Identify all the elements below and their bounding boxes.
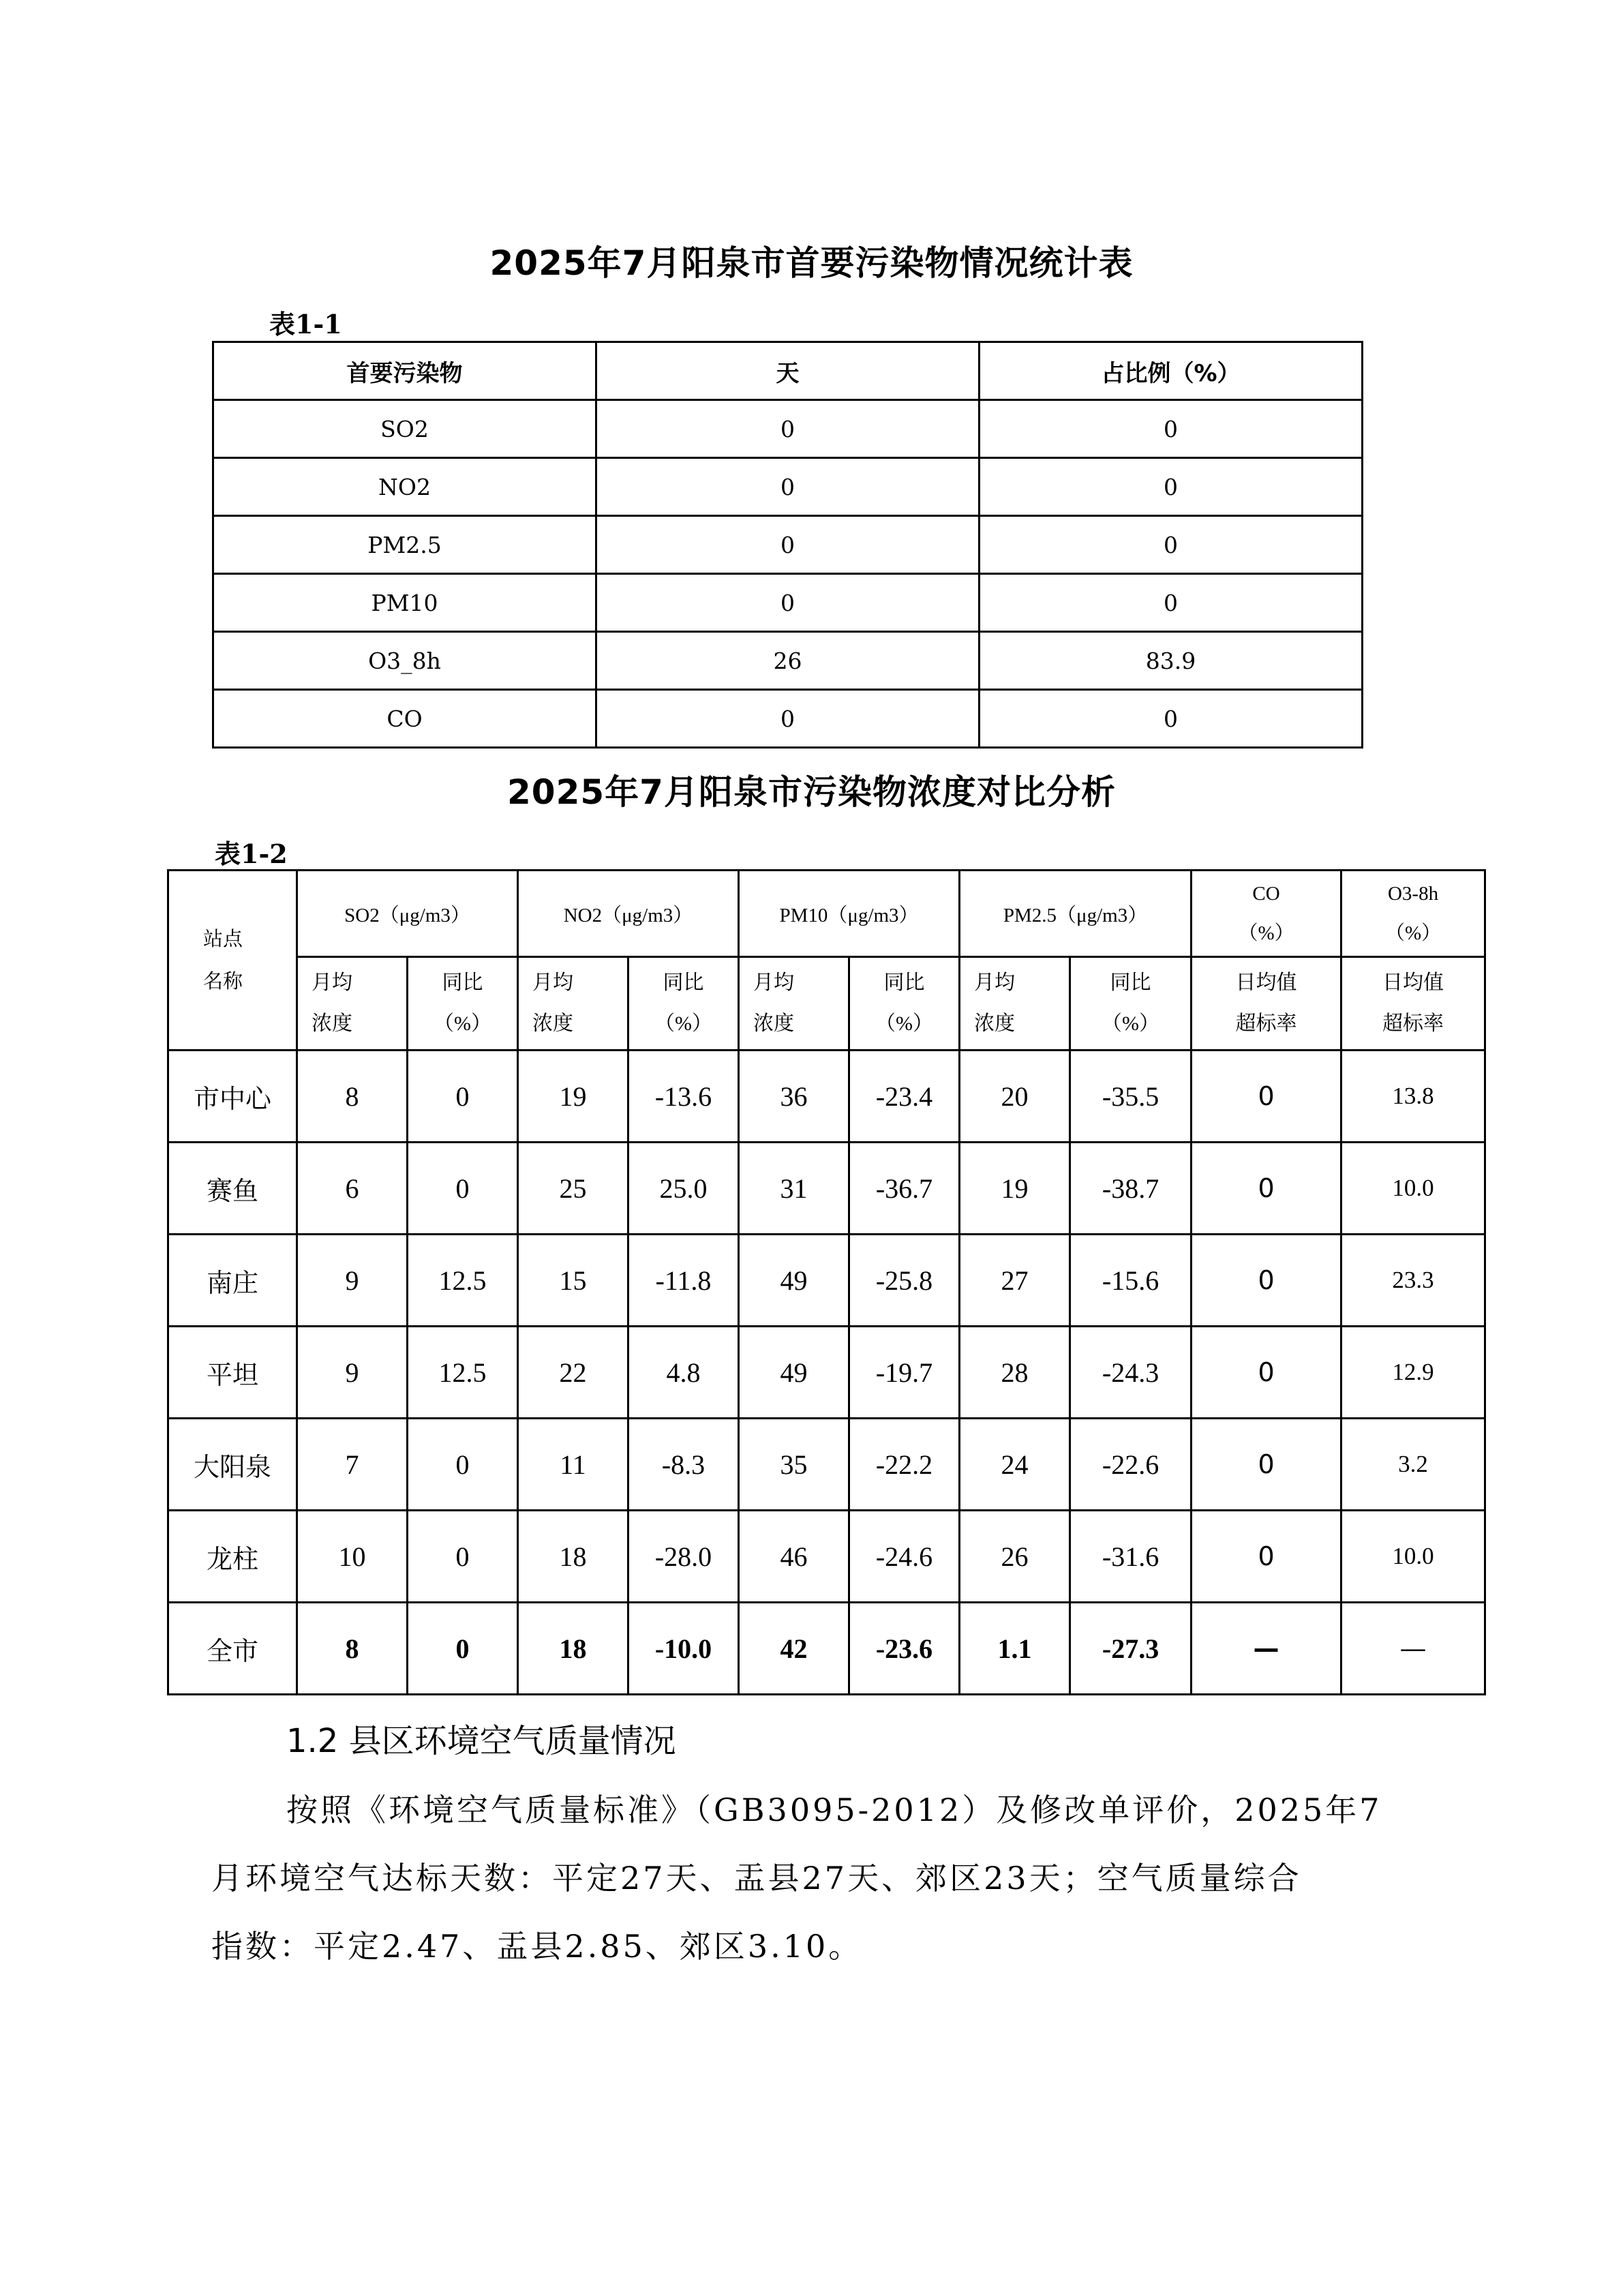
value-cell: -8.3 (628, 1419, 739, 1511)
value-cell: 0 (408, 1511, 518, 1603)
days-cell: 0 (596, 458, 980, 516)
subheader-text: 月均 (974, 971, 1016, 994)
ratio-cell: 0 (980, 516, 1363, 574)
subheader-text: 月均 (532, 971, 574, 994)
co-header-line1: CO (1252, 883, 1280, 905)
group-header-so2: SO2（μg/m3） (297, 871, 518, 957)
pollutant-cell: NO2 (213, 458, 596, 516)
site-header-line1: 站点 (203, 928, 243, 950)
pollutant-cell: SO2 (213, 400, 596, 458)
value-cell: -23.4 (849, 1051, 960, 1143)
days-cell: 0 (596, 690, 980, 748)
primary-pollutant-table (212, 341, 1363, 749)
value-cell: -31.6 (1070, 1511, 1192, 1603)
table-row (213, 516, 1363, 574)
value-cell: 31 (739, 1143, 849, 1235)
paragraph-line-2: 月环境空气达标天数：平定27天、盂县27天、郊区23天；空气质量综合 (211, 1860, 1302, 1897)
days-cell: 0 (596, 574, 980, 632)
value-cell: 0 (408, 1051, 518, 1143)
pollutant-concentration-table (167, 869, 1486, 1695)
subheader-text: 浓度 (974, 1012, 1016, 1035)
value-cell: 0 (408, 1419, 518, 1511)
site-name-cell: 龙柱 (168, 1511, 297, 1603)
section-heading: 1.2 县区环境空气质量情况 (286, 1722, 676, 1760)
value-cell: 0 (1192, 1235, 1341, 1327)
group-header-o3 (1341, 871, 1485, 957)
value-cell: 12.5 (408, 1327, 518, 1419)
o3-header-line1: O3-8h (1387, 883, 1439, 905)
value-cell: 24 (960, 1419, 1070, 1511)
subheader-text: 日均值 (1382, 971, 1444, 994)
subheader-text: 同比 (1110, 971, 1151, 994)
subheader-yoy (849, 957, 960, 1051)
ratio-cell: 0 (980, 458, 1363, 516)
group-header-pm25: PM2.5（μg/m3） (960, 871, 1192, 957)
value-cell: 10.0 (1341, 1511, 1485, 1603)
o3-header-line2: （%） (1384, 922, 1442, 944)
site-header-line2: 名称 (203, 970, 243, 993)
table2-title: 2025年7月阳泉市污染物浓度对比分析 (507, 772, 1116, 812)
subheader-avg (739, 957, 849, 1051)
group-header-co (1192, 871, 1341, 957)
subheader-avg (960, 957, 1070, 1051)
site-name-cell: 平坦 (168, 1327, 297, 1419)
site-name-cell: 全市 (168, 1603, 297, 1695)
value-cell: -27.3 (1070, 1603, 1192, 1695)
value-cell: 25 (518, 1143, 628, 1235)
days-cell: 26 (596, 632, 980, 690)
value-cell: 25.0 (628, 1143, 739, 1235)
subheader-text: 浓度 (532, 1012, 574, 1035)
pollutant-cell: PM2.5 (213, 516, 596, 574)
ratio-cell: 0 (980, 400, 1363, 458)
value-cell: 28 (960, 1327, 1070, 1419)
value-cell: 9 (297, 1327, 408, 1419)
value-cell: -25.8 (849, 1235, 960, 1327)
value-cell: -38.7 (1070, 1143, 1192, 1235)
value-cell: -22.6 (1070, 1419, 1192, 1511)
subheader-text: 月均 (312, 971, 352, 994)
subheader-yoy (628, 957, 739, 1051)
value-cell: -15.6 (1070, 1235, 1192, 1327)
site-name-cell: 南庄 (168, 1235, 297, 1327)
subheader-text: 同比 (442, 971, 483, 994)
pollutant-cell: CO (213, 690, 596, 748)
value-cell: 49 (739, 1235, 849, 1327)
ratio-cell: 0 (980, 690, 1363, 748)
site-name-cell: 市中心 (168, 1051, 297, 1143)
subheader-exceed (1192, 957, 1341, 1051)
value-cell: -19.7 (849, 1327, 960, 1419)
subheader-exceed (1341, 957, 1485, 1051)
subheader-text: 浓度 (753, 1012, 795, 1035)
table1-label: 表1-1 (269, 309, 342, 339)
value-cell: -23.6 (849, 1603, 960, 1695)
subheader-text: 超标率 (1235, 1012, 1297, 1035)
value-cell: 19 (960, 1143, 1070, 1235)
subheader-text: 浓度 (312, 1012, 352, 1035)
subheader-text: 同比 (883, 971, 925, 994)
value-cell: 8 (297, 1051, 408, 1143)
value-cell: 0 (1192, 1327, 1341, 1419)
table-row (168, 1419, 1485, 1511)
subheader-avg (518, 957, 628, 1051)
header-cell: 占比例（%） (980, 342, 1363, 400)
table-row (213, 632, 1363, 690)
value-cell: 22 (518, 1327, 628, 1419)
table-row (168, 1051, 1485, 1143)
value-cell: -28.0 (628, 1511, 739, 1603)
value-cell: — (1341, 1603, 1485, 1695)
value-cell: 9 (297, 1235, 408, 1327)
value-cell: 18 (518, 1511, 628, 1603)
value-cell: 10 (297, 1511, 408, 1603)
value-cell: 0 (408, 1143, 518, 1235)
subheader-avg (297, 957, 408, 1051)
value-cell: 36 (739, 1051, 849, 1143)
value-cell: -35.5 (1070, 1051, 1192, 1143)
paragraph-line-3: 指数：平定2.47、盂县2.85、郊区3.10。 (211, 1928, 863, 1965)
value-cell: 49 (739, 1327, 849, 1419)
pollutant-cell: PM10 (213, 574, 596, 632)
subheader-text: 月均 (753, 971, 795, 994)
subheader-text: （%） (875, 1012, 934, 1035)
value-cell: 8 (297, 1603, 408, 1695)
table2-label: 表1-2 (215, 839, 288, 869)
value-cell: 10.0 (1341, 1143, 1485, 1235)
table-row (168, 1327, 1485, 1419)
value-cell: 7 (297, 1419, 408, 1511)
value-cell: 6 (297, 1143, 408, 1235)
table-row (168, 1511, 1485, 1603)
value-cell: 12.9 (1341, 1327, 1485, 1419)
paragraph-text: 按照《环境空气质量标准》（GB3095-2012）及修改单评价，2025年7 (286, 1792, 1382, 1828)
paragraph-line-1 (211, 1776, 1445, 1844)
table-row (213, 690, 1363, 748)
value-cell: 18 (518, 1603, 628, 1695)
value-cell: 46 (739, 1511, 849, 1603)
table-row (213, 458, 1363, 516)
table-row (168, 1143, 1485, 1235)
header-cell: 首要污染物 (213, 342, 596, 400)
value-cell: 11 (518, 1419, 628, 1511)
paragraph (211, 1776, 1445, 1980)
co-header-line2: （%） (1238, 922, 1294, 944)
header-cell: 天 (596, 342, 980, 400)
value-cell: 23.3 (1341, 1235, 1485, 1327)
value-cell: 20 (960, 1051, 1070, 1143)
value-cell: 12.5 (408, 1235, 518, 1327)
ratio-cell: 0 (980, 574, 1363, 632)
value-cell: 35 (739, 1419, 849, 1511)
subheader-text: （%） (434, 1012, 491, 1035)
table-header-row-2 (168, 957, 1485, 1051)
value-cell: 0 (1192, 1419, 1341, 1511)
value-cell: 4.8 (628, 1327, 739, 1419)
site-name-cell: 赛鱼 (168, 1143, 297, 1235)
value-cell: -13.6 (628, 1051, 739, 1143)
ratio-cell: 83.9 (980, 632, 1363, 690)
subheader-yoy (1070, 957, 1192, 1051)
group-header-no2: NO2（μg/m3） (518, 871, 739, 957)
table-header-row-1 (168, 871, 1485, 957)
value-cell: 0 (1192, 1051, 1341, 1143)
table-row (168, 1603, 1485, 1695)
subheader-text: 超标率 (1382, 1012, 1444, 1035)
value-cell: 27 (960, 1235, 1070, 1327)
value-cell: -22.2 (849, 1419, 960, 1511)
table-row (213, 574, 1363, 632)
value-cell: -24.3 (1070, 1327, 1192, 1419)
subheader-text: （%） (654, 1012, 713, 1035)
table-header-row (213, 342, 1363, 400)
group-header-pm10: PM10（μg/m3） (739, 871, 960, 957)
days-cell: 0 (596, 516, 980, 574)
table-row (168, 1235, 1485, 1327)
value-cell: 0 (1192, 1143, 1341, 1235)
subheader-text: 同比 (663, 971, 704, 994)
subheader-text: （%） (1102, 1012, 1160, 1035)
table1-title: 2025年7月阳泉市首要污染物情况统计表 (489, 243, 1134, 283)
pollutant-cell: O3_8h (213, 632, 596, 690)
value-cell: — (1192, 1603, 1341, 1695)
value-cell: -10.0 (628, 1603, 739, 1695)
value-cell: 26 (960, 1511, 1070, 1603)
value-cell: 3.2 (1341, 1419, 1485, 1511)
value-cell: 1.1 (960, 1603, 1070, 1695)
value-cell: -36.7 (849, 1143, 960, 1235)
value-cell: 19 (518, 1051, 628, 1143)
site-name-header (168, 871, 297, 1051)
value-cell: 0 (1192, 1511, 1341, 1603)
site-name-cell: 大阳泉 (168, 1419, 297, 1511)
value-cell: 42 (739, 1603, 849, 1695)
value-cell: 0 (408, 1603, 518, 1695)
value-cell: -24.6 (849, 1511, 960, 1603)
value-cell: 13.8 (1341, 1051, 1485, 1143)
subheader-text: 日均值 (1235, 971, 1297, 994)
table-row (213, 400, 1363, 458)
value-cell: -11.8 (628, 1235, 739, 1327)
table-body (168, 1051, 1485, 1695)
value-cell: 15 (518, 1235, 628, 1327)
subheader-yoy (408, 957, 518, 1051)
days-cell: 0 (596, 400, 980, 458)
